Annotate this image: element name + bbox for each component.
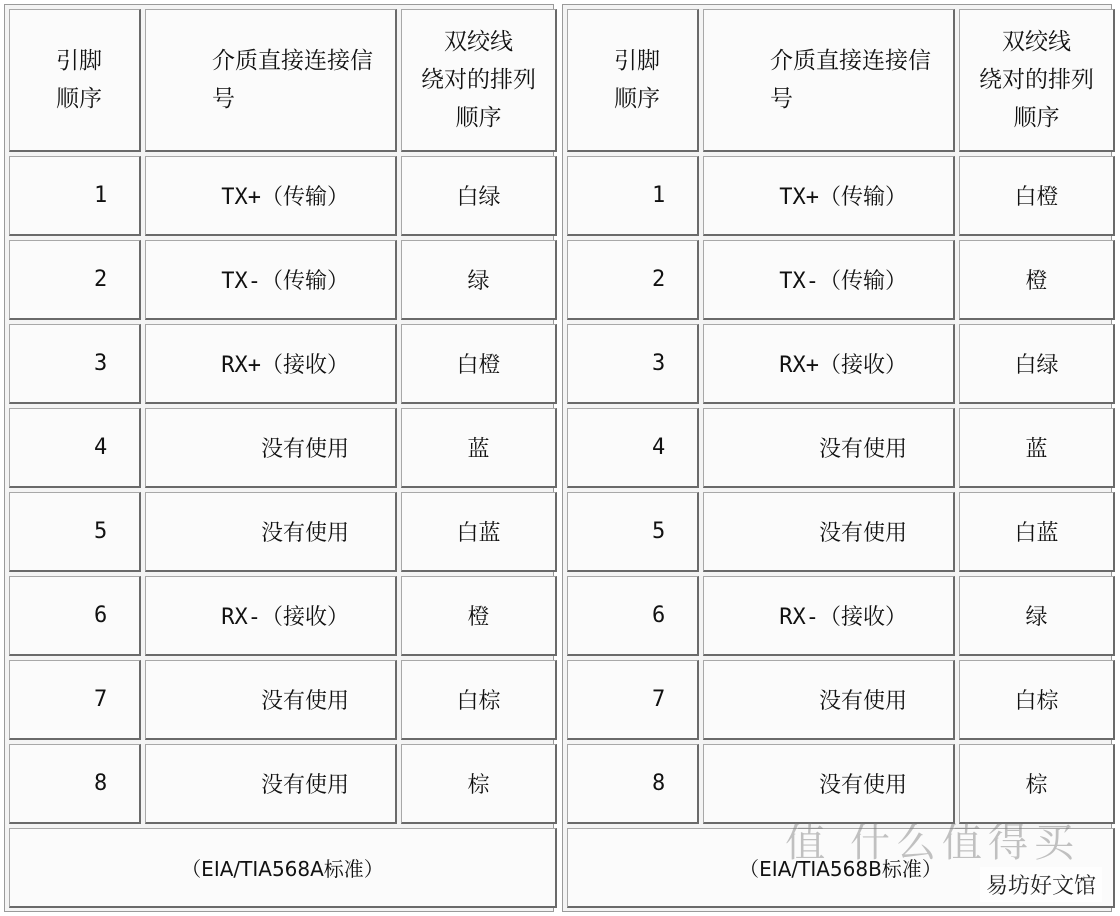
wire-color: 蓝	[959, 408, 1115, 488]
signal-name: TX+（传输）	[145, 156, 397, 236]
wire-color: 白橙	[959, 156, 1115, 236]
signal-name: RX-（接收）	[703, 576, 955, 656]
signal-name: 没有使用	[703, 660, 955, 740]
pin-number: 8	[9, 744, 141, 824]
table-header-row	[567, 9, 1115, 152]
signal-name: 没有使用	[145, 408, 397, 488]
wire-color: 白绿	[401, 156, 557, 236]
watermark-logo: 值 什么值得买	[785, 820, 1080, 866]
pin-number: 7	[9, 660, 141, 740]
pin-number: 5	[567, 492, 699, 572]
pinout-table-568b	[563, 5, 1119, 912]
pin-number: 3	[567, 324, 699, 404]
header-pin-order: 引脚 顺序	[567, 9, 699, 152]
wire-color: 棕	[959, 744, 1115, 824]
pin-number: 6	[567, 576, 699, 656]
table-row	[9, 324, 557, 404]
table-row	[567, 492, 1115, 572]
wire-color: 橙	[959, 240, 1115, 320]
signal-name: 没有使用	[145, 660, 397, 740]
pin-number: 8	[567, 744, 699, 824]
pin-number: 4	[567, 408, 699, 488]
table-row	[9, 660, 557, 740]
table-panel-568b	[562, 4, 1112, 912]
table-row	[567, 408, 1115, 488]
table-row	[9, 744, 557, 824]
wire-color: 橙	[401, 576, 557, 656]
signal-name: RX-（接收）	[145, 576, 397, 656]
signal-name: TX+（传输）	[703, 156, 955, 236]
table-row	[567, 660, 1115, 740]
header-signal: 介质直接连接信 号	[703, 9, 955, 152]
standard-caption-568b: （EIA/TIA568B标准）	[567, 828, 1115, 908]
wire-color: 白蓝	[401, 492, 557, 572]
wire-color: 白棕	[401, 660, 557, 740]
signal-name: 没有使用	[703, 408, 955, 488]
pin-number: 3	[9, 324, 141, 404]
wire-color: 白橙	[401, 324, 557, 404]
table-panel-568a	[4, 4, 554, 912]
pinout-table-568a	[5, 5, 561, 912]
table-row	[567, 576, 1115, 656]
header-signal: 介质直接连接信 号	[145, 9, 397, 152]
header-pin-order: 引脚 顺序	[9, 9, 141, 152]
pin-number: 5	[9, 492, 141, 572]
pin-number: 1	[9, 156, 141, 236]
table-row	[9, 240, 557, 320]
wire-color: 白绿	[959, 324, 1115, 404]
wire-color: 绿	[401, 240, 557, 320]
watermark-text: 易坊好文馆	[980, 867, 1102, 902]
wire-color: 棕	[401, 744, 557, 824]
pin-number: 1	[567, 156, 699, 236]
signal-name: 没有使用	[145, 744, 397, 824]
table-header-row	[9, 9, 557, 152]
table-row	[567, 156, 1115, 236]
table-row	[567, 240, 1115, 320]
wire-color: 白蓝	[959, 492, 1115, 572]
header-wire-color: 双绞线 绕对的排列 顺序	[401, 9, 557, 152]
pin-number: 2	[9, 240, 141, 320]
table-footer-row	[9, 828, 557, 908]
pin-number: 2	[567, 240, 699, 320]
wire-color: 绿	[959, 576, 1115, 656]
header-wire-color: 双绞线 绕对的排列 顺序	[959, 9, 1115, 152]
table-row	[9, 492, 557, 572]
signal-name: TX-（传输）	[703, 240, 955, 320]
table-row	[9, 408, 557, 488]
pin-number: 7	[567, 660, 699, 740]
table-row	[567, 324, 1115, 404]
signal-name: 没有使用	[145, 492, 397, 572]
pin-number: 4	[9, 408, 141, 488]
wire-color: 白棕	[959, 660, 1115, 740]
signal-name: 没有使用	[703, 492, 955, 572]
wire-color: 蓝	[401, 408, 557, 488]
signal-name: 没有使用	[703, 744, 955, 824]
standard-caption-568a: （EIA/TIA568A标准）	[9, 828, 557, 908]
table-row	[9, 576, 557, 656]
pin-number: 6	[9, 576, 141, 656]
table-row	[9, 156, 557, 236]
signal-name: RX+（接收）	[703, 324, 955, 404]
signal-name: TX-（传输）	[145, 240, 397, 320]
signal-name: RX+（接收）	[145, 324, 397, 404]
